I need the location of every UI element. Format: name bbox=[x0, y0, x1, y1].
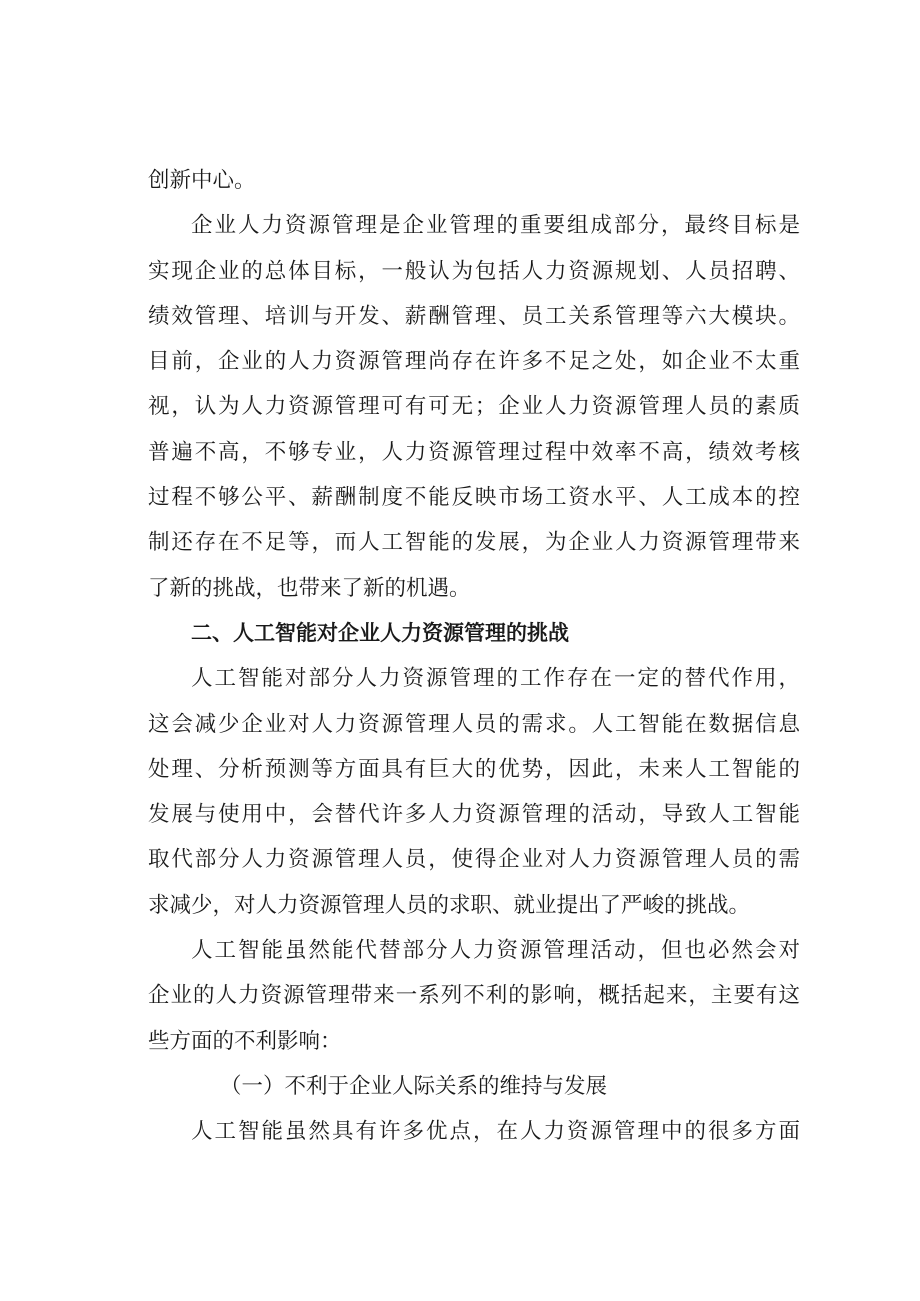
paragraph-start-line: 人工智能对部分人力资源管理的工作存在一定的替代作用， bbox=[191, 666, 800, 692]
subsection-heading: （一）不利于企业人际关系的维持与发展 bbox=[220, 1073, 608, 1099]
text-line: 创新中心。 bbox=[148, 168, 256, 193]
paragraph-start-line: 企业人力资源管理是企业管理的重要组成部分，最终目标是 bbox=[191, 213, 800, 239]
text-line: 处理、分析预测等方面具有巨大的优势，因此，未来人工智能的 bbox=[148, 756, 800, 782]
text-line: 实现企业的总体目标，一般认为包括人力资源规划、人员招聘、 bbox=[148, 258, 800, 284]
text-line: 了新的挑战，也带来了新的机遇。 bbox=[148, 575, 471, 601]
paragraph-start-line: 人工智能虽然能代替部分人力资源管理活动，但也必然会对 bbox=[191, 938, 800, 964]
text-line: 制还存在不足等，而人工智能的发展，为企业人力资源管理带来 bbox=[148, 530, 800, 556]
text-line: 这会减少企业对人力资源管理人员的需求。人工智能在数据信息 bbox=[148, 711, 800, 737]
text-line: 目前，企业的人力资源管理尚存在许多不足之处，如企业不太重 bbox=[148, 349, 800, 375]
text-line: 企业的人力资源管理带来一系列不利的影响，概括起来，主要有这 bbox=[148, 983, 800, 1009]
document-page bbox=[148, 158, 800, 1155]
text-line: 视，认为人力资源管理可有可无；企业人力资源管理人员的素质 bbox=[148, 394, 800, 420]
text-line: 取代部分人力资源管理人员，使得企业对人力资源管理人员的需 bbox=[148, 847, 800, 873]
paragraph-start-line: 人工智能虽然具有许多优点，在人力资源管理中的很多方面 bbox=[191, 1119, 800, 1145]
text-line: 些方面的不利影响： bbox=[148, 1028, 342, 1054]
section-heading: 二、人工智能对企业人力资源管理的挑战 bbox=[191, 620, 569, 645]
text-line: 发展与使用中，会替代许多人力资源管理的活动，导致人工智能 bbox=[148, 802, 800, 828]
text-line: 普遍不高，不够专业，人力资源管理过程中效率不高，绩效考核 bbox=[148, 439, 800, 465]
text-line: 绩效管理、培训与开发、薪酬管理、员工关系管理等六大模块。 bbox=[148, 303, 800, 329]
text-line: 求减少，对人力资源管理人员的求职、就业提出了严峻的挑战。 bbox=[148, 892, 751, 918]
text-line: 过程不够公平、薪酬制度不能反映市场工资水平、人工成本的控 bbox=[148, 485, 800, 511]
